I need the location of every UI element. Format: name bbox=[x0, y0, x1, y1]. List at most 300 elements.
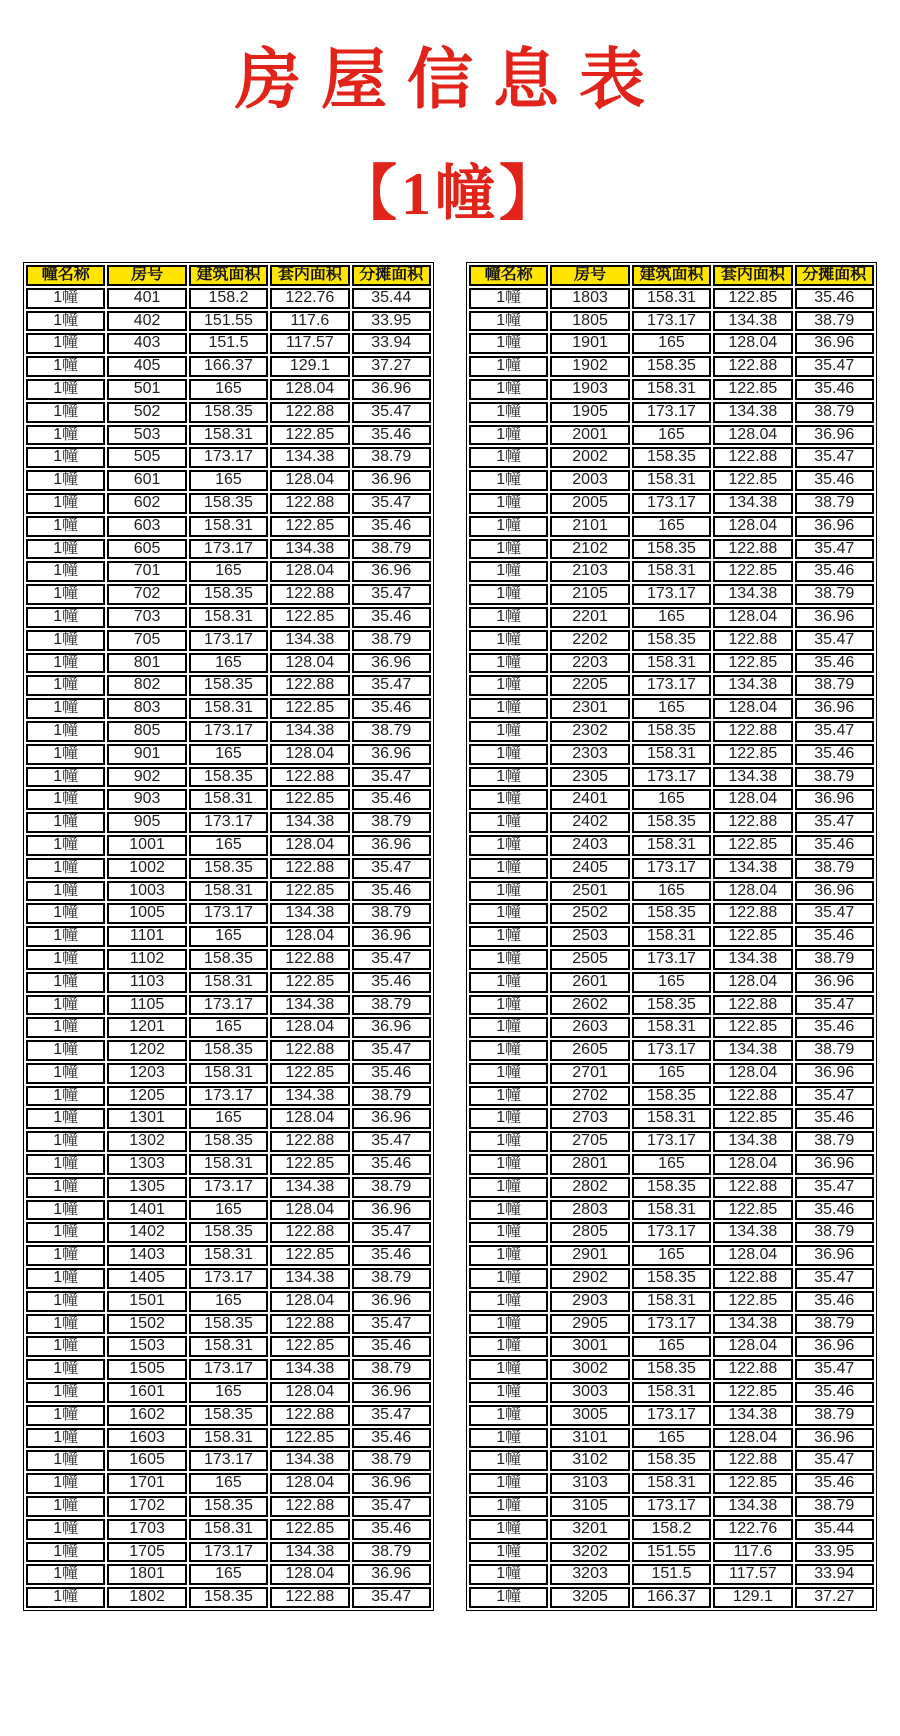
table-cell: 158.31 bbox=[189, 972, 268, 993]
table-cell: 2802 bbox=[550, 1177, 629, 1198]
table-cell: 1幢 bbox=[469, 470, 548, 491]
table-cell: 158.35 bbox=[189, 1131, 268, 1152]
table-cell: 801 bbox=[107, 653, 186, 674]
table-cell: 158.35 bbox=[189, 402, 268, 423]
table-cell: 128.04 bbox=[713, 1063, 792, 1084]
table-cell: 1幢 bbox=[469, 1154, 548, 1175]
table-cell: 38.79 bbox=[795, 1222, 874, 1243]
table-cell: 1幢 bbox=[26, 1063, 105, 1084]
table-cell: 165 bbox=[189, 1382, 268, 1403]
table-cell: 38.79 bbox=[352, 1177, 431, 1198]
table-row bbox=[469, 584, 874, 605]
table-cell: 2303 bbox=[550, 744, 629, 765]
table-row bbox=[26, 789, 431, 810]
table-cell: 1幢 bbox=[469, 1314, 548, 1335]
table-row bbox=[469, 630, 874, 651]
table-cell: 1幢 bbox=[26, 516, 105, 537]
table-cell: 128.04 bbox=[713, 789, 792, 810]
table-cell: 1幢 bbox=[26, 379, 105, 400]
table-row bbox=[469, 1359, 874, 1380]
table-cell: 1幢 bbox=[469, 1405, 548, 1426]
table-cell: 1401 bbox=[107, 1200, 186, 1221]
table-cell: 122.88 bbox=[713, 1450, 792, 1471]
table-cell: 35.46 bbox=[795, 561, 874, 582]
table-cell: 2402 bbox=[550, 812, 629, 833]
column-header: 建筑面积 bbox=[632, 265, 711, 286]
table-cell: 158.35 bbox=[189, 675, 268, 696]
column-header: 分摊面积 bbox=[352, 265, 431, 286]
table-cell: 38.79 bbox=[352, 1268, 431, 1289]
table-cell: 35.47 bbox=[795, 356, 874, 377]
table-cell: 117.57 bbox=[713, 1564, 792, 1585]
table-cell: 602 bbox=[107, 493, 186, 514]
table-cell: 165 bbox=[189, 835, 268, 856]
table-cell: 1幢 bbox=[26, 767, 105, 788]
table-cell: 35.46 bbox=[795, 744, 874, 765]
table-cell: 1102 bbox=[107, 949, 186, 970]
table-cell: 1幢 bbox=[469, 1359, 548, 1380]
table-row bbox=[469, 1542, 874, 1563]
table-cell: 1幢 bbox=[26, 447, 105, 468]
table-cell: 1幢 bbox=[469, 675, 548, 696]
table-cell: 402 bbox=[107, 311, 186, 332]
table-cell: 1002 bbox=[107, 858, 186, 879]
table-cell: 1幢 bbox=[26, 949, 105, 970]
table-row bbox=[469, 1200, 874, 1221]
table-cell: 158.31 bbox=[189, 1336, 268, 1357]
table-cell: 122.85 bbox=[713, 1017, 792, 1038]
table-cell: 38.79 bbox=[795, 311, 874, 332]
table-cell: 1幢 bbox=[26, 1245, 105, 1266]
table-cell: 165 bbox=[632, 698, 711, 719]
table-cell: 2601 bbox=[550, 972, 629, 993]
table-cell: 122.85 bbox=[713, 561, 792, 582]
table-cell: 2603 bbox=[550, 1017, 629, 1038]
table-cell: 33.95 bbox=[795, 1542, 874, 1563]
table-cell: 36.96 bbox=[352, 744, 431, 765]
table-cell: 1幢 bbox=[469, 926, 548, 947]
table-cell: 158.35 bbox=[189, 584, 268, 605]
table-cell: 36.96 bbox=[795, 1428, 874, 1449]
table-cell: 122.88 bbox=[270, 1040, 349, 1061]
table-cell: 1405 bbox=[107, 1268, 186, 1289]
table-cell: 158.35 bbox=[632, 1359, 711, 1380]
table-cell: 158.31 bbox=[632, 926, 711, 947]
table-cell: 122.88 bbox=[270, 493, 349, 514]
table-cell: 35.47 bbox=[795, 630, 874, 651]
table-row bbox=[469, 1473, 874, 1494]
table-cell: 122.88 bbox=[270, 1222, 349, 1243]
table-cell: 1幢 bbox=[26, 721, 105, 742]
housing-table-left bbox=[23, 262, 434, 1611]
table-cell: 35.46 bbox=[795, 1200, 874, 1221]
table-cell: 35.47 bbox=[352, 949, 431, 970]
table-row bbox=[26, 607, 431, 628]
table-cell: 173.17 bbox=[632, 1314, 711, 1335]
table-row bbox=[469, 1314, 874, 1335]
table-cell: 128.04 bbox=[713, 425, 792, 446]
table-cell: 36.96 bbox=[795, 1154, 874, 1175]
table-cell: 1105 bbox=[107, 995, 186, 1016]
table-cell: 36.96 bbox=[795, 698, 874, 719]
table-cell: 35.47 bbox=[352, 1040, 431, 1061]
table-cell: 165 bbox=[632, 1154, 711, 1175]
table-cell: 1幢 bbox=[469, 1063, 548, 1084]
table-row bbox=[469, 789, 874, 810]
table-cell: 173.17 bbox=[189, 995, 268, 1016]
table-cell: 35.46 bbox=[352, 607, 431, 628]
table-cell: 165 bbox=[632, 881, 711, 902]
table-cell: 501 bbox=[107, 379, 186, 400]
column-header: 建筑面积 bbox=[189, 265, 268, 286]
table-cell: 38.79 bbox=[352, 539, 431, 560]
table-cell: 2602 bbox=[550, 995, 629, 1016]
table-cell: 2301 bbox=[550, 698, 629, 719]
table-row bbox=[26, 1040, 431, 1061]
table-cell: 2803 bbox=[550, 1200, 629, 1221]
table-row bbox=[469, 561, 874, 582]
table-cell: 35.46 bbox=[352, 1519, 431, 1540]
page bbox=[0, 42, 900, 1611]
table-cell: 128.04 bbox=[270, 1291, 349, 1312]
table-row bbox=[469, 1040, 874, 1061]
table-cell: 158.35 bbox=[632, 995, 711, 1016]
table-row bbox=[469, 972, 874, 993]
table-cell: 1003 bbox=[107, 881, 186, 902]
table-row bbox=[469, 675, 874, 696]
table-cell: 2405 bbox=[550, 858, 629, 879]
table-cell: 158.2 bbox=[189, 288, 268, 309]
table-cell: 1幢 bbox=[26, 356, 105, 377]
table-cell: 1302 bbox=[107, 1131, 186, 1152]
table-cell: 1幢 bbox=[26, 1336, 105, 1357]
table-cell: 35.46 bbox=[352, 1154, 431, 1175]
table-cell: 38.79 bbox=[352, 812, 431, 833]
table-cell: 702 bbox=[107, 584, 186, 605]
table-cell: 2403 bbox=[550, 835, 629, 856]
table-row bbox=[26, 1564, 431, 1585]
table-cell: 35.47 bbox=[795, 1177, 874, 1198]
table-cell: 134.38 bbox=[270, 630, 349, 651]
table-row bbox=[469, 311, 874, 332]
table-cell: 903 bbox=[107, 789, 186, 810]
table-cell: 35.47 bbox=[795, 1268, 874, 1289]
table-cell: 1幢 bbox=[469, 425, 548, 446]
table-row bbox=[26, 425, 431, 446]
table-cell: 1幢 bbox=[26, 1587, 105, 1608]
table-cell: 158.35 bbox=[632, 539, 711, 560]
table-cell: 601 bbox=[107, 470, 186, 491]
table-cell: 165 bbox=[632, 1428, 711, 1449]
table-row bbox=[469, 333, 874, 354]
table-cell: 134.38 bbox=[270, 903, 349, 924]
table-cell: 35.47 bbox=[795, 447, 874, 468]
page-title: 房屋信息表 bbox=[235, 42, 665, 116]
table-cell: 1701 bbox=[107, 1473, 186, 1494]
table-cell: 173.17 bbox=[632, 1496, 711, 1517]
table-cell: 1幢 bbox=[469, 516, 548, 537]
table-cell: 128.04 bbox=[713, 881, 792, 902]
table-cell: 122.88 bbox=[713, 903, 792, 924]
table-cell: 151.55 bbox=[189, 311, 268, 332]
table-cell: 128.04 bbox=[270, 1108, 349, 1129]
table-cell: 33.95 bbox=[352, 311, 431, 332]
table-cell: 36.96 bbox=[795, 425, 874, 446]
table-cell: 1幢 bbox=[26, 1040, 105, 1061]
table-cell: 1幢 bbox=[469, 561, 548, 582]
table-cell: 1602 bbox=[107, 1405, 186, 1426]
table-cell: 128.04 bbox=[713, 516, 792, 537]
table-cell: 1幢 bbox=[26, 333, 105, 354]
table-cell: 1幢 bbox=[26, 744, 105, 765]
table-row bbox=[469, 1519, 874, 1540]
table-cell: 38.79 bbox=[352, 721, 431, 742]
table-cell: 403 bbox=[107, 333, 186, 354]
table-cell: 122.88 bbox=[713, 1086, 792, 1107]
table-cell: 2505 bbox=[550, 949, 629, 970]
table-cell: 128.04 bbox=[713, 333, 792, 354]
table-cell: 35.44 bbox=[795, 1519, 874, 1540]
table-row bbox=[26, 698, 431, 719]
table-cell: 1幢 bbox=[26, 493, 105, 514]
table-cell: 1幢 bbox=[469, 1200, 548, 1221]
table-cell: 128.04 bbox=[713, 1336, 792, 1357]
table-cell: 36.96 bbox=[795, 972, 874, 993]
table-cell: 117.6 bbox=[270, 311, 349, 332]
header-row bbox=[26, 265, 431, 286]
table-cell: 1幢 bbox=[469, 1291, 548, 1312]
table-row bbox=[26, 1473, 431, 1494]
table-cell: 1605 bbox=[107, 1450, 186, 1471]
table-cell: 38.79 bbox=[795, 858, 874, 879]
table-cell: 128.04 bbox=[270, 379, 349, 400]
table-cell: 1505 bbox=[107, 1359, 186, 1380]
table-row bbox=[469, 903, 874, 924]
table-cell: 128.04 bbox=[270, 1382, 349, 1403]
table-cell: 605 bbox=[107, 539, 186, 560]
table-cell: 1幢 bbox=[26, 1017, 105, 1038]
table-cell: 1幢 bbox=[469, 949, 548, 970]
table-cell: 35.46 bbox=[795, 926, 874, 947]
table-cell: 2901 bbox=[550, 1245, 629, 1266]
table-cell: 165 bbox=[189, 1200, 268, 1221]
table-cell: 36.96 bbox=[352, 926, 431, 947]
table-cell: 117.6 bbox=[713, 1542, 792, 1563]
table-cell: 1幢 bbox=[26, 926, 105, 947]
table-cell: 134.38 bbox=[713, 1496, 792, 1517]
table-cell: 117.57 bbox=[270, 333, 349, 354]
table-cell: 35.46 bbox=[352, 698, 431, 719]
table-cell: 35.47 bbox=[795, 1450, 874, 1471]
table-cell: 1幢 bbox=[26, 835, 105, 856]
table-cell: 2903 bbox=[550, 1291, 629, 1312]
table-cell: 122.88 bbox=[270, 1131, 349, 1152]
table-row bbox=[469, 995, 874, 1016]
table-cell: 122.85 bbox=[270, 881, 349, 902]
table-cell: 1幢 bbox=[26, 653, 105, 674]
table-cell: 128.04 bbox=[270, 561, 349, 582]
table-cell: 38.79 bbox=[352, 1450, 431, 1471]
table-cell: 35.47 bbox=[352, 858, 431, 879]
table-cell: 1901 bbox=[550, 333, 629, 354]
table-cell: 134.38 bbox=[713, 1040, 792, 1061]
table-cell: 122.88 bbox=[270, 1496, 349, 1517]
table-cell: 1幢 bbox=[26, 1542, 105, 1563]
table-cell: 165 bbox=[632, 789, 711, 810]
table-row bbox=[26, 470, 431, 491]
table-cell: 35.47 bbox=[352, 1496, 431, 1517]
table-cell: 134.38 bbox=[270, 995, 349, 1016]
table-row bbox=[469, 744, 874, 765]
table-cell: 158.31 bbox=[189, 1245, 268, 1266]
table-cell: 38.79 bbox=[352, 995, 431, 1016]
table-cell: 134.38 bbox=[270, 539, 349, 560]
table-cell: 158.31 bbox=[189, 607, 268, 628]
table-cell: 122.88 bbox=[270, 675, 349, 696]
table-cell: 165 bbox=[189, 744, 268, 765]
table-cell: 1幢 bbox=[469, 402, 548, 423]
table-row bbox=[26, 903, 431, 924]
table-cell: 128.04 bbox=[270, 470, 349, 491]
table-row bbox=[26, 356, 431, 377]
table-cell: 158.35 bbox=[632, 447, 711, 468]
column-header: 套内面积 bbox=[713, 265, 792, 286]
table-cell: 35.46 bbox=[352, 516, 431, 537]
table-cell: 35.46 bbox=[795, 379, 874, 400]
table-cell: 36.96 bbox=[795, 516, 874, 537]
table-cell: 129.1 bbox=[713, 1587, 792, 1608]
table-cell: 122.85 bbox=[270, 1428, 349, 1449]
table-cell: 134.38 bbox=[713, 949, 792, 970]
table-cell: 1103 bbox=[107, 972, 186, 993]
table-cell: 35.46 bbox=[795, 1382, 874, 1403]
housing-table-right bbox=[466, 262, 877, 1611]
table-cell: 1幢 bbox=[469, 835, 548, 856]
table-cell: 1603 bbox=[107, 1428, 186, 1449]
table-cell: 1803 bbox=[550, 288, 629, 309]
table-row bbox=[469, 356, 874, 377]
table-row bbox=[26, 1450, 431, 1471]
table-cell: 1幢 bbox=[469, 789, 548, 810]
table-cell: 1幢 bbox=[469, 767, 548, 788]
table-cell: 2202 bbox=[550, 630, 629, 651]
table-cell: 158.35 bbox=[189, 1405, 268, 1426]
table-cell: 36.96 bbox=[352, 1291, 431, 1312]
table-cell: 35.47 bbox=[352, 1314, 431, 1335]
table-cell: 134.38 bbox=[713, 1222, 792, 1243]
table-row bbox=[26, 972, 431, 993]
table-row bbox=[469, 653, 874, 674]
table-cell: 134.38 bbox=[270, 812, 349, 833]
table-cell: 158.31 bbox=[632, 744, 711, 765]
table-cell: 1幢 bbox=[26, 1222, 105, 1243]
table-cell: 128.04 bbox=[270, 926, 349, 947]
table-cell: 38.79 bbox=[795, 1314, 874, 1335]
table-row bbox=[469, 1177, 874, 1198]
table-cell: 158.35 bbox=[632, 1086, 711, 1107]
table-row bbox=[26, 630, 431, 651]
table-cell: 2501 bbox=[550, 881, 629, 902]
table-cell: 122.88 bbox=[270, 1314, 349, 1335]
table-row bbox=[469, 379, 874, 400]
table-cell: 1幢 bbox=[26, 789, 105, 810]
table-cell: 134.38 bbox=[713, 311, 792, 332]
table-cell: 1幢 bbox=[26, 539, 105, 560]
table-row bbox=[26, 561, 431, 582]
table-cell: 701 bbox=[107, 561, 186, 582]
table-row bbox=[469, 1405, 874, 1426]
table-cell: 122.88 bbox=[270, 1405, 349, 1426]
table-cell: 36.96 bbox=[795, 1063, 874, 1084]
table-cell: 1幢 bbox=[26, 425, 105, 446]
table-cell: 1幢 bbox=[469, 1336, 548, 1357]
table-cell: 1幢 bbox=[469, 812, 548, 833]
table-cell: 122.85 bbox=[270, 1063, 349, 1084]
table-cell: 165 bbox=[189, 561, 268, 582]
table-cell: 2801 bbox=[550, 1154, 629, 1175]
table-cell: 401 bbox=[107, 288, 186, 309]
table-row bbox=[469, 1587, 874, 1608]
table-cell: 1702 bbox=[107, 1496, 186, 1517]
table-row bbox=[26, 653, 431, 674]
table-cell: 165 bbox=[632, 607, 711, 628]
table-cell: 35.47 bbox=[352, 1222, 431, 1243]
table-row bbox=[26, 926, 431, 947]
table-cell: 158.31 bbox=[189, 516, 268, 537]
table-cell: 35.46 bbox=[795, 1473, 874, 1494]
table-cell: 1幢 bbox=[469, 972, 548, 993]
table-cell: 35.46 bbox=[352, 789, 431, 810]
table-cell: 122.85 bbox=[713, 1108, 792, 1129]
table-cell: 1幢 bbox=[469, 1496, 548, 1517]
table-cell: 122.88 bbox=[713, 356, 792, 377]
table-cell: 36.96 bbox=[352, 379, 431, 400]
table-cell: 38.79 bbox=[352, 903, 431, 924]
table-cell: 35.47 bbox=[795, 721, 874, 742]
table-cell: 905 bbox=[107, 812, 186, 833]
table-cell: 173.17 bbox=[189, 630, 268, 651]
table-cell: 35.47 bbox=[795, 1359, 874, 1380]
column-header: 房号 bbox=[550, 265, 629, 286]
table-row bbox=[469, 721, 874, 742]
column-header: 幢名称 bbox=[26, 265, 105, 286]
table-row bbox=[26, 1086, 431, 1107]
table-cell: 122.85 bbox=[270, 1519, 349, 1540]
table-cell: 36.96 bbox=[795, 607, 874, 628]
table-cell: 1幢 bbox=[469, 1131, 548, 1152]
table-cell: 35.47 bbox=[795, 812, 874, 833]
table-row bbox=[469, 835, 874, 856]
table-cell: 35.47 bbox=[352, 767, 431, 788]
table-cell: 1幢 bbox=[469, 1587, 548, 1608]
table-cell: 173.17 bbox=[189, 1086, 268, 1107]
table-cell: 165 bbox=[632, 516, 711, 537]
table-cell: 122.85 bbox=[270, 425, 349, 446]
table-cell: 1幢 bbox=[26, 1450, 105, 1471]
table-cell: 2502 bbox=[550, 903, 629, 924]
table-cell: 173.17 bbox=[189, 1177, 268, 1198]
table-row bbox=[469, 881, 874, 902]
table-cell: 158.31 bbox=[632, 561, 711, 582]
table-cell: 2203 bbox=[550, 653, 629, 674]
table-cell: 35.47 bbox=[795, 903, 874, 924]
table-row bbox=[469, 447, 874, 468]
table-cell: 158.35 bbox=[189, 1314, 268, 1335]
table-cell: 122.85 bbox=[270, 1154, 349, 1175]
table-cell: 405 bbox=[107, 356, 186, 377]
table-cell: 1幢 bbox=[26, 1359, 105, 1380]
table-cell: 158.31 bbox=[632, 470, 711, 491]
